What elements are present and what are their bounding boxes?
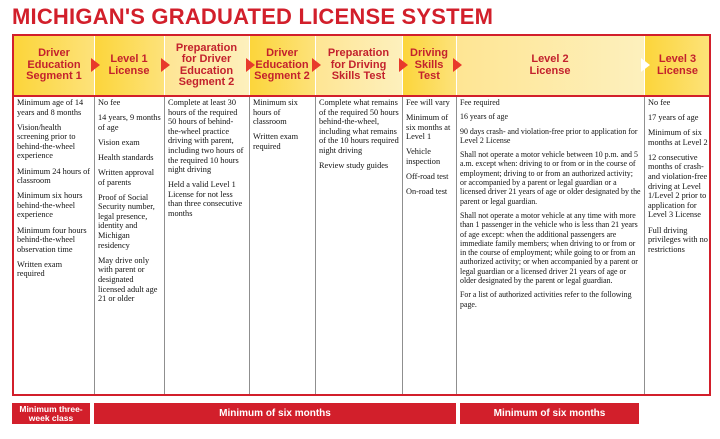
requirement-item: Minimum of six months at Level 2: [648, 128, 708, 147]
column-header-driver-ed-2: Driver Education Segment 2: [249, 36, 315, 95]
requirement-item: Vehicle inspection: [406, 147, 441, 166]
column-header-skills-test: Driving Skills Test: [402, 36, 456, 95]
requirement-item: Held a valid Level 1 License for not less than three consecutive months: [168, 180, 243, 219]
requirement-item: 17 years of age: [648, 113, 699, 123]
requirement-item: Full driving privileges with no restrictions: [648, 225, 708, 254]
arrow-right-icon: [453, 58, 462, 72]
duration-bar-level-1: Minimum of six months: [94, 403, 456, 424]
column-body-prep-driver-ed-2: [165, 97, 249, 394]
requirement-item: Fee required: [460, 98, 500, 107]
requirement-item: Shall not operate a motor vehicle between 10 p.m. and 5 a.m. except when: driving to or from or in the course of employment; driving to or from an authorized activity; or accompanied by a parent or legal guardian or a licensed driver 21 years of age or older designated by the parent or legal guardian.: [460, 150, 641, 206]
column-header-prep-skills-test: Preparation for Driving Skills Test: [315, 36, 402, 95]
page-title: MICHIGAN'S GRADUATED LICENSE SYSTEM: [12, 4, 494, 29]
requirement-item: Complete what remains of the required 50 hours behind-the-wheel, including what remains of the 10 hours required night driving: [319, 98, 399, 155]
requirement-item: Review study guides: [319, 161, 389, 171]
requirement-item: Minimum four hours behind-the-wheel observation time: [17, 225, 87, 254]
requirement-item: 90 days crash- and violation-free prior to application for Level 2 License: [460, 126, 638, 145]
requirement-item: Written exam required: [253, 132, 299, 151]
requirement-item: Written approval of parents: [98, 167, 155, 187]
requirement-item: Minimum of six months at Level 1: [406, 113, 451, 142]
requirement-item: On-road test: [406, 187, 448, 197]
column-body-level-3: [645, 97, 711, 394]
column-body-level-1: [95, 97, 164, 394]
requirement-item: Complete at least 30 hours of the required 50 hours of behind-the-wheel practice driving with parent, including two hours of the required 10 hours night driving: [168, 98, 244, 175]
requirement-item: Written exam required: [17, 259, 63, 279]
requirement-item: Minimum age of 14 years and 8 months: [17, 98, 84, 117]
column-header-level-2: Level 2 License: [456, 36, 644, 95]
requirement-item: No fee: [648, 98, 671, 107]
requirement-item: Off-road test: [406, 172, 449, 182]
column-body-prep-skills-test: [316, 97, 402, 394]
requirement-item: Vision/health screening prior to behind-the-wheel experience: [17, 122, 76, 161]
requirement-item: Shall not operate a motor vehicle at any time with more than 1 passenger in the vehicle who is less than 21 years of age except: when the additional passengers are immediate family members; when driving to or from or in the course of employment; while going to or from an authorized activity; or when accompanied by a parent or legal guardian or a licensed driver 21 years of age or older designated by the parent or legal guardian.: [460, 210, 638, 286]
requirement-item: Vision exam: [98, 137, 140, 147]
arrow-right-icon: [641, 58, 650, 72]
column-body-skills-test: [403, 97, 456, 394]
license-table: [12, 34, 711, 396]
column-header-level-1: Level 1 License: [94, 36, 164, 95]
requirement-item: Proof of Social Security number, legal presence, identity and Michigan residency: [98, 192, 155, 250]
requirement-item: Fee will vary: [406, 98, 450, 107]
column-header-prep-driver-ed-2: Preparation for Driver Education Segment 2: [164, 36, 249, 95]
requirement-item: Minimum six hours of classroom: [253, 98, 298, 127]
requirement-item: No fee: [98, 98, 121, 107]
requirement-item: 14 years, 9 months of age: [98, 113, 161, 132]
column-body-driver-ed-2: [250, 97, 315, 394]
duration-bar-segment-1: Minimum three-week class: [12, 403, 90, 424]
arrow-right-icon: [312, 58, 321, 72]
requirement-item: 12 consecutive months of crash- and violation-free driving at Level 1/Level 2 prior to application for Level 3 License: [648, 152, 708, 220]
column-body-driver-ed-1: [14, 97, 94, 394]
arrow-right-icon: [246, 58, 255, 72]
requirement-item: For a list of authorized activities refer to the following page.: [460, 290, 632, 309]
arrow-right-icon: [91, 58, 100, 72]
requirement-item: Minimum six hours behind-the-wheel experience: [17, 191, 83, 220]
column-header-level-3: Level 3 License: [644, 36, 711, 95]
requirement-item: 16 years of age: [460, 112, 508, 122]
column-header-driver-ed-1: Driver Education Segment 1: [14, 36, 94, 95]
requirement-item: Health standards: [98, 152, 154, 162]
arrow-right-icon: [399, 58, 408, 72]
requirement-item: Minimum 24 hours of classroom: [17, 166, 91, 186]
column-body-level-2: [457, 97, 644, 394]
requirement-item: May drive only with parent or designated licensed adult age 21 or older: [98, 255, 158, 304]
duration-bar-level-2: Minimum of six months: [460, 403, 639, 424]
arrow-right-icon: [161, 58, 170, 72]
